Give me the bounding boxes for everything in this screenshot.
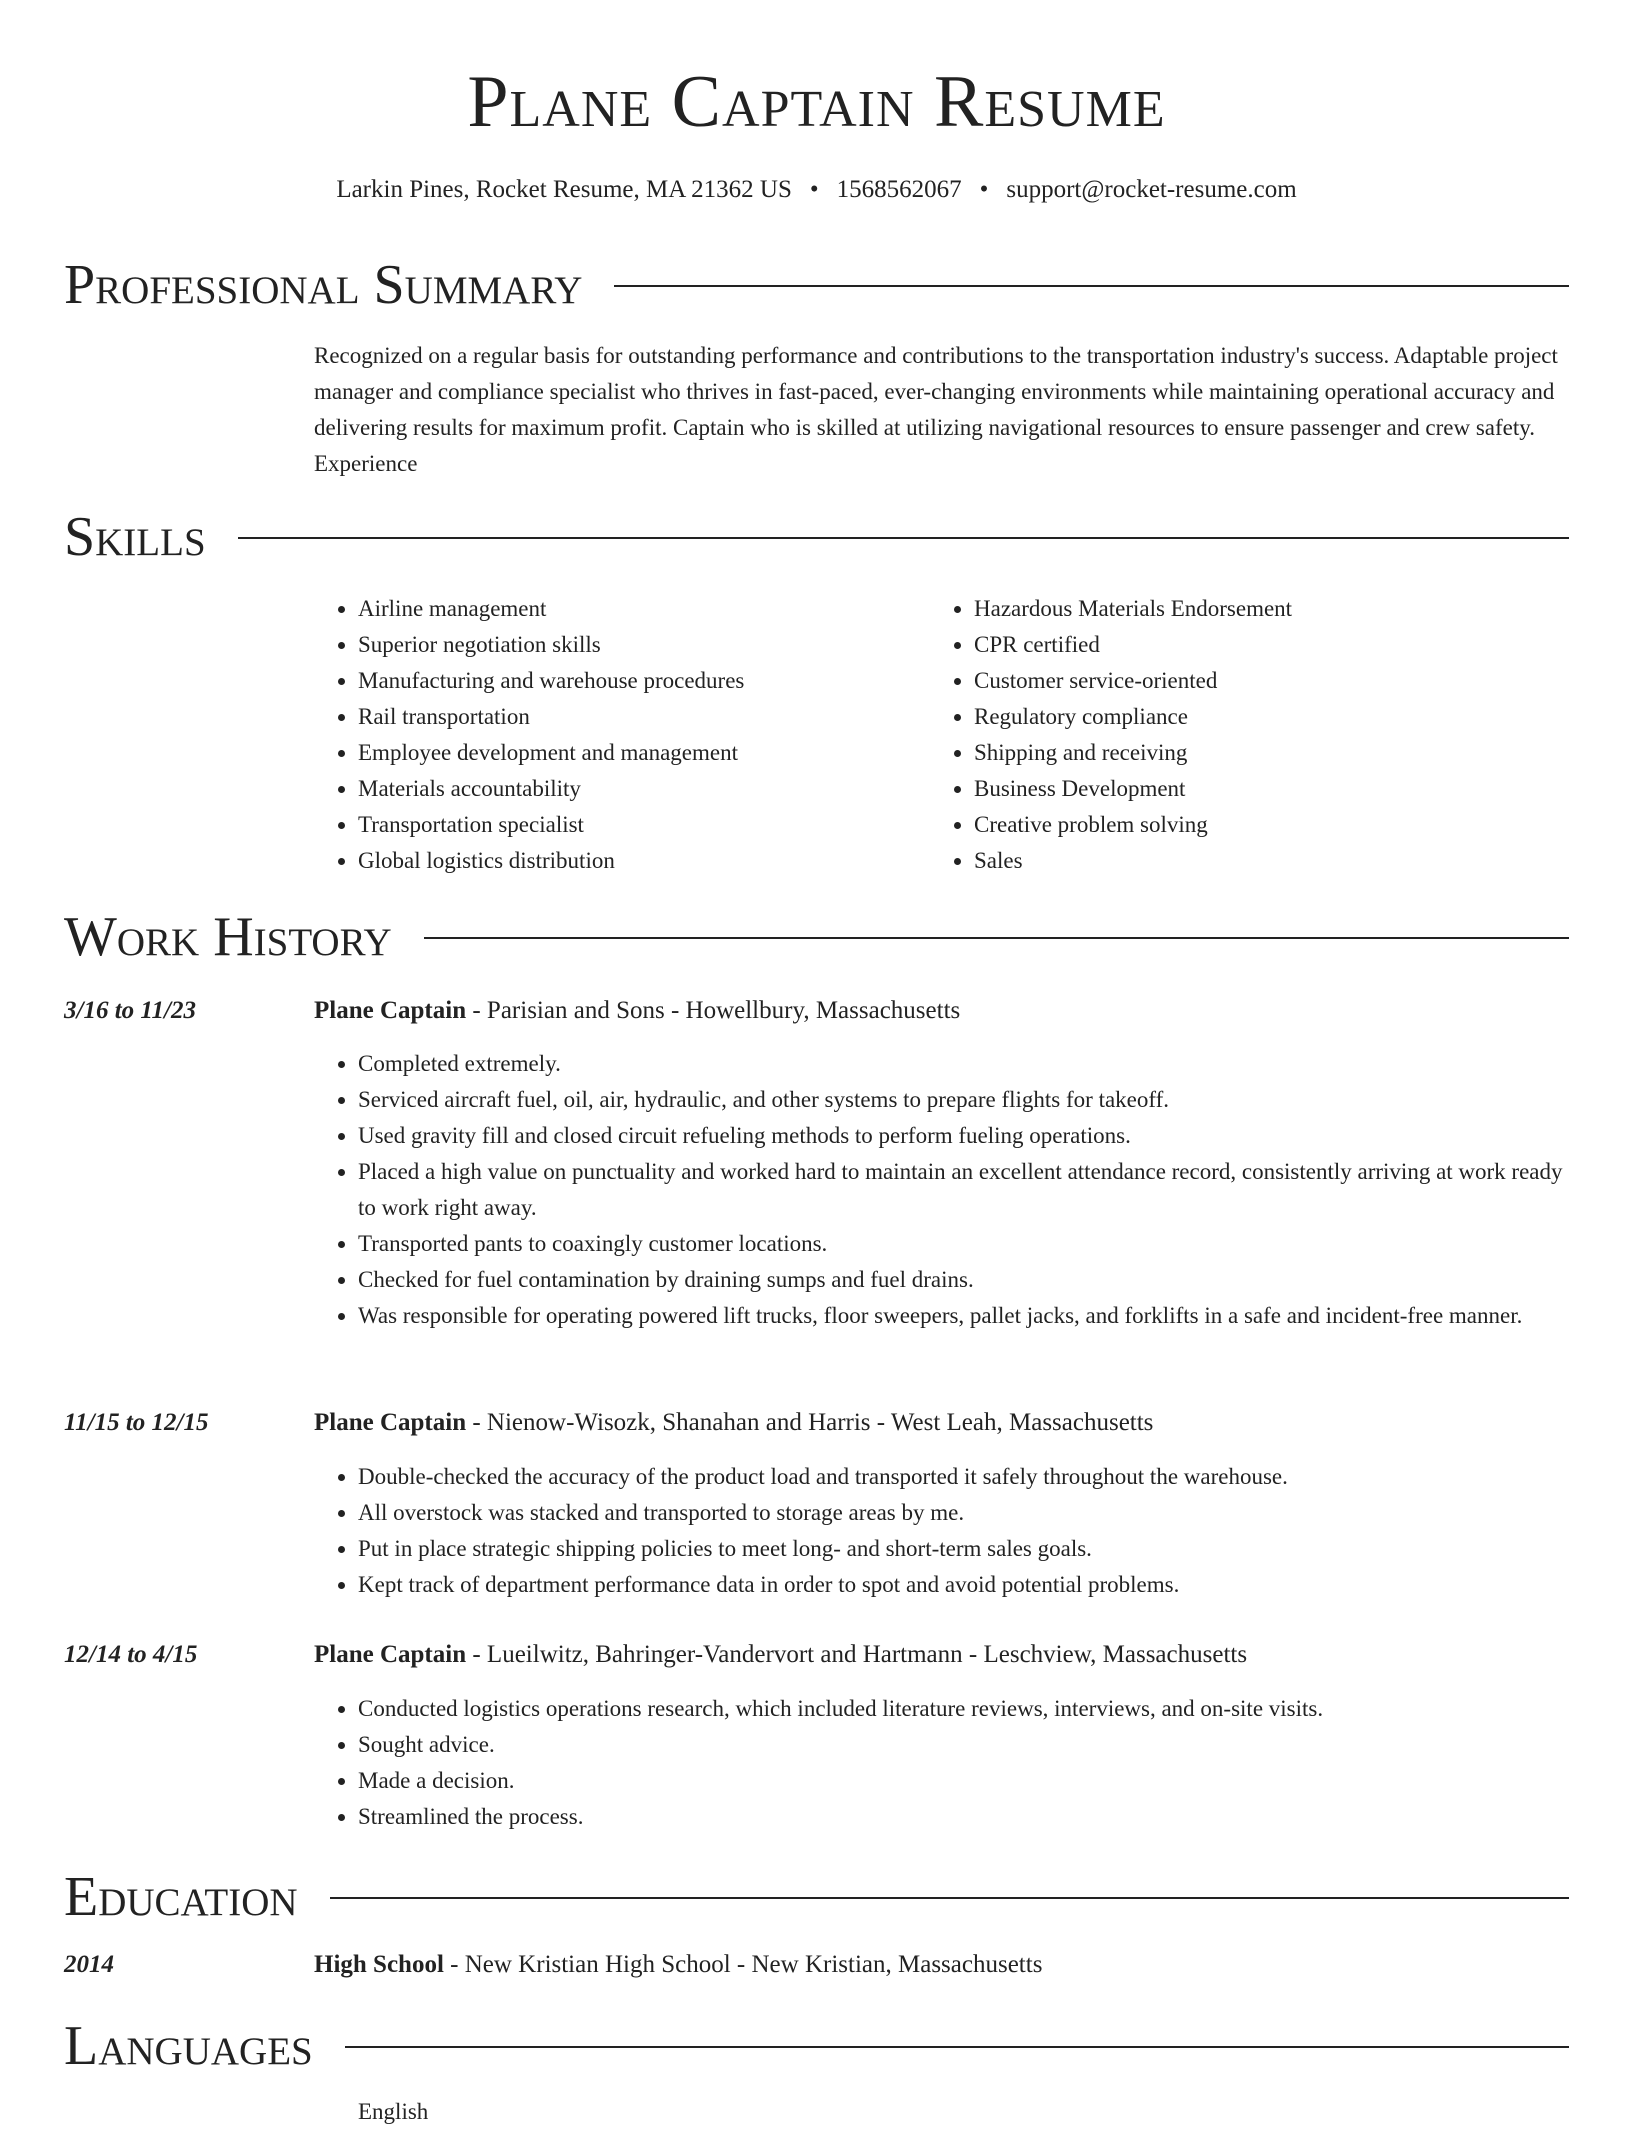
job-bullet: • Transported pants to coaxingly customer locations. bbox=[358, 1226, 1569, 1262]
job-bullet: • Placed a high value on punctuality and worked hard to maintain an excellent attendance record, consistently arriving at work ready to work right away. bbox=[358, 1154, 1569, 1226]
job-bullet: • Sought advice. bbox=[358, 1727, 1569, 1763]
contact-separator: • bbox=[809, 176, 819, 203]
skill-item: • Hazardous Materials Endorsement bbox=[974, 591, 1574, 627]
section-divider bbox=[424, 937, 1569, 939]
job-bullets bbox=[314, 1691, 1569, 1835]
section-header-education bbox=[64, 1865, 1569, 1929]
summary-text: Recognized on a regular basis for outstanding performance and contributions to the transportation industry's success. Adaptable project manager and compliance specialist who thrives in fast-paced, ever-changing environments while maintaining operational accuracy and delivering results for maximum profit. Captain who is skilled at utilizing navigational resources to ensure passenger and crew safety. Experience bbox=[314, 343, 1558, 476]
job-dates: 3/16 to 11/23 bbox=[64, 997, 196, 1024]
section-header-summary bbox=[64, 253, 1569, 317]
job-title: Plane Captain bbox=[314, 1409, 467, 1436]
skill-item: • Business Development bbox=[974, 771, 1574, 807]
section-header-languages bbox=[64, 2014, 1569, 2078]
skill-item: • Rail transportation bbox=[358, 699, 918, 735]
job-bullet: • Double-checked the accuracy of the product load and transported it safely throughout the warehouse. bbox=[358, 1459, 1569, 1495]
skill-item: • CPR certified bbox=[974, 627, 1574, 663]
skill-item: • Employee development and management bbox=[358, 735, 918, 771]
section-header-work-history bbox=[64, 905, 1569, 969]
section-title-languages: Languages bbox=[64, 2015, 313, 2077]
skills-list-right bbox=[930, 591, 1574, 879]
job-bullet: • Put in place strategic shipping policies to meet long- and short-term sales goals. bbox=[358, 1531, 1569, 1567]
job-employer: - Lueilwitz, Bahringer-Vandervort and Hartmann - Leschview, Massachusetts bbox=[466, 1641, 1248, 1668]
section-divider bbox=[238, 537, 1569, 539]
skill-item: • Superior negotiation skills bbox=[358, 627, 918, 663]
job-bullet: • Kept track of department performance data in order to spot and avoid potential problems. bbox=[358, 1567, 1569, 1603]
skill-item: • Customer service-oriented bbox=[974, 663, 1574, 699]
skill-item: • Shipping and receiving bbox=[974, 735, 1574, 771]
section-divider bbox=[345, 2046, 1569, 2048]
contact-line bbox=[64, 175, 1569, 205]
skill-item: • Manufacturing and warehouse procedures bbox=[358, 663, 918, 699]
education-year: 2014 bbox=[64, 1951, 114, 1978]
section-divider bbox=[614, 285, 1569, 287]
job-bullet: • Used gravity fill and closed circuit refueling methods to perform fueling operations. bbox=[358, 1118, 1569, 1154]
skill-item: • Creative problem solving bbox=[974, 807, 1574, 843]
job-employer: - Parisian and Sons - Howellbury, Massachusetts bbox=[466, 997, 961, 1024]
skill-item: • Materials accountability bbox=[358, 771, 918, 807]
skill-item: • Transportation specialist bbox=[358, 807, 918, 843]
section-header-skills bbox=[64, 505, 1569, 569]
contact-address: Larkin Pines, Rocket Resume, MA 21362 US bbox=[336, 176, 792, 203]
job-employer: - Nienow-Wisozk, Shanahan and Harris - West Leah, Massachusetts bbox=[466, 1409, 1154, 1436]
job-heading bbox=[314, 993, 1569, 1029]
job-title: Plane Captain bbox=[314, 1641, 467, 1668]
education-school: - New Kristian High School - New Kristian, Massachusetts bbox=[443, 1951, 1043, 1978]
job-bullet: • Checked for fuel contamination by draining sumps and fuel drains. bbox=[358, 1262, 1569, 1298]
job-bullets bbox=[314, 1459, 1569, 1603]
skill-item: • Sales bbox=[974, 843, 1574, 879]
section-title-education: Education bbox=[64, 1866, 298, 1928]
education-entry bbox=[314, 1947, 1569, 1983]
job-dates: 11/15 to 12/15 bbox=[64, 1409, 209, 1436]
job-bullet: • Was responsible for operating powered lift trucks, floor sweepers, pallet jacks, and forklifts in a safe and incident-free manner. bbox=[358, 1298, 1569, 1334]
job-dates: 12/14 to 4/15 bbox=[64, 1641, 198, 1668]
job-bullet: • All overstock was stacked and transported to storage areas by me. bbox=[358, 1495, 1569, 1531]
job-bullet: • Made a decision. bbox=[358, 1763, 1569, 1799]
skill-item: • Airline management bbox=[358, 591, 918, 627]
resume-title: Plane Captain Resume bbox=[467, 61, 1166, 143]
job-bullet: • Conducted logistics operations research, which included literature reviews, interviews, and on-site visits. bbox=[358, 1691, 1569, 1727]
job-heading bbox=[314, 1405, 1569, 1441]
education-degree: High School bbox=[314, 1951, 444, 1978]
skill-item: • Global logistics distribution bbox=[358, 843, 918, 879]
contact-separator: • bbox=[979, 176, 989, 203]
job-heading bbox=[314, 1637, 1569, 1673]
job-bullet: • Serviced aircraft fuel, oil, air, hydraulic, and other systems to prepare flights for takeoff. bbox=[358, 1082, 1569, 1118]
job-title: Plane Captain bbox=[314, 997, 467, 1024]
language-item: English bbox=[358, 2099, 429, 2124]
section-divider bbox=[330, 1897, 1569, 1899]
skill-item: • Regulatory compliance bbox=[974, 699, 1574, 735]
job-bullet: • Completed extremely. bbox=[358, 1046, 1569, 1082]
contact-email: support@rocket-resume.com bbox=[1006, 176, 1297, 203]
section-title-work-history: Work History bbox=[64, 906, 392, 968]
skills-list-left bbox=[314, 591, 918, 879]
contact-phone: 1568562067 bbox=[836, 176, 962, 203]
job-bullet: • Streamlined the process. bbox=[358, 1799, 1569, 1835]
job-bullets bbox=[314, 1046, 1569, 1334]
section-title-skills: Skills bbox=[64, 506, 206, 568]
section-title-summary: Professional Summary bbox=[64, 254, 583, 316]
